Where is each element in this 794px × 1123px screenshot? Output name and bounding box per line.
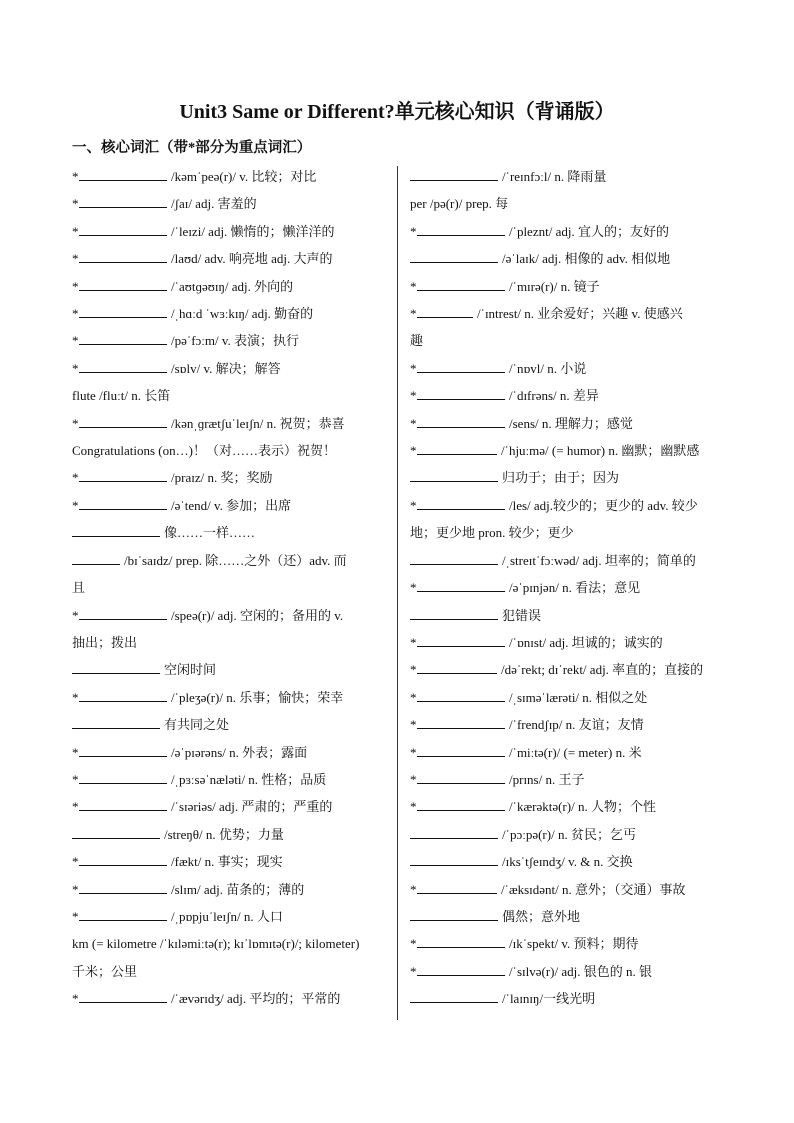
key-vocab-star: * xyxy=(72,223,79,239)
vocab-definition: /slɪm/ adj. 苗条的；薄的 xyxy=(171,881,305,897)
vocab-definition: per /pə(r)/ prep. 每 xyxy=(410,196,509,212)
fill-in-blank xyxy=(79,166,167,181)
key-vocab-star: * xyxy=(72,799,79,815)
vocab-definition: /ˌpɒpjuˈleɪʃn/ n. 人口 xyxy=(171,908,283,924)
fill-in-blank xyxy=(417,440,497,455)
vocab-definition: 偶然；意外地 xyxy=(502,908,581,924)
key-vocab-star: * xyxy=(72,607,79,623)
vocab-entry xyxy=(72,218,388,245)
vocab-entry xyxy=(410,245,724,272)
fill-in-blank xyxy=(417,961,505,976)
vocab-definition: /ˌstreɪtˈfɔːwəd/ adj. 坦率的；简单的 xyxy=(502,552,696,568)
vocab-entry xyxy=(72,903,388,930)
vocab-entry xyxy=(72,602,388,629)
vocab-entry xyxy=(72,821,388,848)
key-vocab-star: * xyxy=(410,963,417,979)
key-vocab-star: * xyxy=(72,854,79,870)
key-vocab-star: * xyxy=(410,689,417,705)
key-vocab-star: * xyxy=(72,196,79,212)
fill-in-blank xyxy=(410,851,498,866)
fill-in-blank xyxy=(72,714,160,729)
key-vocab-star: * xyxy=(72,744,79,760)
vocab-definition: /les/ adj.较少的；更少的 adv. 较少 xyxy=(509,497,698,513)
key-vocab-star: * xyxy=(72,881,79,897)
page-title: Unit3 Same or Different?单元核心知识（背诵版） xyxy=(179,101,615,123)
vocab-entry xyxy=(72,327,388,354)
vocab-entry xyxy=(410,711,724,738)
vocab-definition: /ˈæksɪdənt/ n. 意外；（交通）事故 xyxy=(501,881,686,897)
vocab-entry xyxy=(72,437,388,464)
fill-in-blank xyxy=(79,193,167,208)
vocab-entry xyxy=(72,382,388,409)
vocab-entry xyxy=(72,273,388,300)
vocab-entry xyxy=(410,574,724,601)
vocab-entry xyxy=(410,684,724,711)
vocab-definition: 抽出；拨出 xyxy=(72,634,138,650)
vocab-definition: /ˈaʊtɡəʊɪŋ/ adj. 外向的 xyxy=(171,278,294,294)
vocab-entry xyxy=(72,930,388,957)
fill-in-blank xyxy=(417,495,505,510)
vocab-definition: /fækt/ n. 事实；现实 xyxy=(171,854,283,870)
fill-in-blank xyxy=(417,687,505,702)
key-vocab-star: * xyxy=(410,580,417,596)
section-heading: 一、核心词汇（带*部分为重点词汇） xyxy=(72,140,312,156)
vocab-entry xyxy=(72,300,388,327)
vocab-definition: 归功于；由于；因为 xyxy=(502,470,620,486)
fill-in-blank xyxy=(417,796,505,811)
key-vocab-star: * xyxy=(410,306,417,322)
fill-in-blank xyxy=(417,769,505,784)
fill-in-blank xyxy=(410,988,498,1003)
vocab-entry xyxy=(72,355,388,382)
vocab-definition: /prɪns/ n. 王子 xyxy=(509,771,585,787)
key-vocab-star: * xyxy=(72,470,79,486)
key-vocab-star: * xyxy=(410,443,417,459)
vocab-entry xyxy=(410,190,724,217)
vocab-entry xyxy=(72,464,388,491)
vocab-entry xyxy=(410,327,724,354)
fill-in-blank xyxy=(79,879,167,894)
fill-in-blank xyxy=(410,605,498,620)
vocab-column-right xyxy=(410,163,724,1013)
fill-in-blank xyxy=(417,879,497,894)
vocab-definition: /kənˌɡrætʃuˈleɪʃn/ n. 祝贺；恭喜 xyxy=(171,415,345,431)
fill-in-blank xyxy=(79,988,167,1003)
vocab-entry xyxy=(410,218,724,245)
key-vocab-star: * xyxy=(410,881,417,897)
vocab-definition: /ˈdɪfrəns/ n. 差异 xyxy=(509,388,599,404)
key-vocab-star: * xyxy=(410,360,417,376)
vocab-definition: /ˈleɪzi/ adj. 懒惰的；懒洋洋的 xyxy=(171,223,335,239)
vocab-entry xyxy=(72,629,388,656)
fill-in-blank xyxy=(410,166,498,181)
key-vocab-star: * xyxy=(72,771,79,787)
key-vocab-star: * xyxy=(72,360,79,376)
vocab-definition: /laʊd/ adv. 响亮地 adj. 大声的 xyxy=(171,251,333,267)
fill-in-blank xyxy=(417,358,505,373)
fill-in-blank xyxy=(417,221,505,236)
key-vocab-star: * xyxy=(410,717,417,733)
vocab-definition: /ˌsɪməˈlærəti/ n. 相似之处 xyxy=(509,689,648,705)
vocab-entry xyxy=(410,656,724,683)
key-vocab-star: * xyxy=(72,278,79,294)
vocab-definition: /ˈpleznt/ adj. 宜人的；友好的 xyxy=(509,223,669,239)
fill-in-blank xyxy=(417,714,505,729)
key-vocab-star: * xyxy=(410,744,417,760)
key-vocab-star: * xyxy=(410,936,417,952)
vocab-definition: /ˈsɪlvə(r)/ adj. 银色的 n. 银 xyxy=(509,963,652,979)
vocab-entry xyxy=(72,985,388,1012)
vocab-entry xyxy=(410,410,724,437)
vocab-definition: /ˈhjuːmə/ (= humor) n. 幽默；幽默感 xyxy=(501,443,700,459)
vocab-definition: 千米；公里 xyxy=(72,963,138,979)
vocab-definition: /ˈɪntrest/ n. 业余爱好；兴趣 v. 使感兴 xyxy=(477,306,683,322)
fill-in-blank xyxy=(417,577,505,592)
vocab-definition: /əˈpɪnjən/ n. 看法；意见 xyxy=(509,580,641,596)
fill-in-blank xyxy=(410,906,498,921)
vocab-entry xyxy=(72,190,388,217)
key-vocab-star: * xyxy=(72,306,79,322)
fill-in-blank xyxy=(79,742,167,757)
vocab-entry xyxy=(410,437,724,464)
vocab-entry xyxy=(72,876,388,903)
vocab-definition: /ʃaɪ/ adj. 害羞的 xyxy=(171,196,257,212)
fill-in-blank xyxy=(417,303,473,318)
vocab-entry xyxy=(410,739,724,766)
vocab-definition: 像……一样…… xyxy=(164,525,256,541)
fill-in-blank xyxy=(417,933,505,948)
vocab-definition: /əˈpɪərəns/ n. 外表；露面 xyxy=(171,744,308,760)
vocab-entry xyxy=(72,547,388,574)
fill-in-blank xyxy=(79,248,167,263)
vocab-definition: /ˈsɪəriəs/ adj. 严肃的；严重的 xyxy=(171,799,333,815)
fill-in-blank xyxy=(79,605,167,620)
key-vocab-star: * xyxy=(410,415,417,431)
key-vocab-star: * xyxy=(72,169,79,184)
vocab-definition: /ˈfrendʃɪp/ n. 友谊；友情 xyxy=(509,717,644,733)
key-vocab-star: * xyxy=(410,278,417,294)
vocab-definition: /ˈævərɪdʒ/ adj. 平均的；平常的 xyxy=(171,991,341,1007)
vocab-definition: /sɒlv/ v. 解决；解答 xyxy=(171,360,281,376)
vocab-entry xyxy=(410,985,724,1012)
key-vocab-star: * xyxy=(72,415,79,431)
key-vocab-star: * xyxy=(72,497,79,513)
vocab-definition: /streŋθ/ n. 优势；力量 xyxy=(164,826,284,842)
vocab-definition: /bɪˈsaɪdz/ prep. 除……之外（还）adv. 而 xyxy=(124,552,347,568)
fill-in-blank xyxy=(79,303,167,318)
key-vocab-star: * xyxy=(410,497,417,513)
vocab-entry xyxy=(72,766,388,793)
key-vocab-star: * xyxy=(410,662,417,678)
vocab-entry xyxy=(410,930,724,957)
vocab-entry xyxy=(410,821,724,848)
vocab-entry xyxy=(410,602,724,629)
vocab-entry xyxy=(72,848,388,875)
vocab-definition: /ɪkˈspekt/ v. 预料；期待 xyxy=(509,936,639,952)
fill-in-blank xyxy=(79,358,167,373)
vocab-entry xyxy=(72,739,388,766)
key-vocab-star: * xyxy=(72,991,79,1007)
vocab-entry xyxy=(410,876,724,903)
fill-in-blank xyxy=(79,796,167,811)
fill-in-blank xyxy=(72,550,120,565)
vocab-definition: /ˈreɪnfɔːl/ n. 降雨量 xyxy=(502,169,607,184)
vocab-entry xyxy=(410,300,724,327)
vocab-definition: /əˈtend/ v. 参加；出席 xyxy=(171,497,292,513)
key-vocab-star: * xyxy=(410,388,417,404)
vocab-entry xyxy=(410,163,724,190)
vocab-column-left xyxy=(72,163,388,1013)
vocab-entry xyxy=(72,519,388,546)
key-vocab-star: * xyxy=(72,689,79,705)
vocab-entry xyxy=(72,245,388,272)
vocab-definition: 地；更少地 pron. 较少；更少 xyxy=(410,525,574,541)
vocab-definition: /ˈpɔːpə(r)/ n. 贫民；乞丐 xyxy=(502,826,636,842)
vocab-definition: /ˈnɒvl/ n. 小说 xyxy=(509,360,587,376)
vocab-definition: /praɪz/ n. 奖；奖励 xyxy=(171,470,273,486)
vocab-definition: /ˌpɜːsəˈnæləti/ n. 性格；品质 xyxy=(171,771,327,787)
vocab-entry xyxy=(410,464,724,491)
fill-in-blank xyxy=(417,385,505,400)
fill-in-blank xyxy=(72,659,160,674)
vocab-entry xyxy=(72,958,388,985)
fill-in-blank xyxy=(72,824,160,839)
fill-in-blank xyxy=(410,467,498,482)
fill-in-blank xyxy=(79,687,167,702)
vocab-entry xyxy=(410,903,724,930)
vocab-definition: 且 xyxy=(72,580,86,596)
fill-in-blank xyxy=(410,550,498,565)
fill-in-blank xyxy=(410,248,498,263)
vocab-definition: Congratulations (on…)！（对……表示）祝贺！ xyxy=(72,443,336,459)
vocab-definition: /ˌhɑːd ˈwɜːkɪŋ/ adj. 勤奋的 xyxy=(171,306,314,322)
vocab-entry xyxy=(72,574,388,601)
vocab-definition: /əˈlaɪk/ adj. 相像的 adv. 相似地 xyxy=(502,251,671,267)
fill-in-blank xyxy=(417,276,505,291)
vocab-entry xyxy=(72,684,388,711)
vocab-definition: /dəˈrekt; dɪˈrekt/ adj. 率直的；直接的 xyxy=(501,662,704,678)
vocab-definition: /kəmˈpeə(r)/ v. 比较；对比 xyxy=(171,169,317,184)
key-vocab-star: * xyxy=(72,333,79,349)
fill-in-blank xyxy=(79,221,167,236)
vocab-definition: flute /fluːt/ n. 长笛 xyxy=(72,388,171,404)
vocab-definition: /ˈɒnɪst/ adj. 坦诚的；诚实的 xyxy=(509,634,663,650)
vocab-entry xyxy=(72,656,388,683)
fill-in-blank xyxy=(79,330,167,345)
key-vocab-star: * xyxy=(410,799,417,815)
fill-in-blank xyxy=(79,276,167,291)
vocab-definition: /ˈpleʒə(r)/ n. 乐事；愉快；荣幸 xyxy=(171,689,344,705)
fill-in-blank xyxy=(79,467,167,482)
vocab-definition: /pəˈfɔːm/ v. 表演；执行 xyxy=(171,333,300,349)
vocab-entry xyxy=(410,848,724,875)
vocab-entry xyxy=(72,711,388,738)
fill-in-blank xyxy=(410,824,498,839)
vocab-entry xyxy=(410,519,724,546)
key-vocab-star: * xyxy=(410,223,417,239)
key-vocab-star: * xyxy=(72,251,79,267)
vocab-entry xyxy=(410,629,724,656)
vocab-definition: 趣 xyxy=(410,333,424,349)
vocab-entry xyxy=(410,766,724,793)
vocab-entry xyxy=(410,382,724,409)
fill-in-blank xyxy=(79,495,167,510)
fill-in-blank xyxy=(79,769,167,784)
vocab-definition: /sens/ n. 理解力；感觉 xyxy=(509,415,633,431)
vocab-definition: 有共同之处 xyxy=(164,717,230,733)
vocab-definition: km (= kilometre /ˈkɪləmiːtə(r); kɪˈlɒmɪtə(r)/; kilometer) xyxy=(72,936,360,952)
fill-in-blank xyxy=(417,413,505,428)
vocab-definition: /ɪksˈtʃeɪndʒ/ v. & n. 交换 xyxy=(502,854,633,870)
vocab-entry xyxy=(410,793,724,820)
key-vocab-star: * xyxy=(410,771,417,787)
key-vocab-star: * xyxy=(410,634,417,650)
vocab-entry xyxy=(410,492,724,519)
vocab-entry xyxy=(72,410,388,437)
vocab-entry xyxy=(410,547,724,574)
fill-in-blank xyxy=(417,742,505,757)
vocab-entry xyxy=(410,355,724,382)
vocab-entry xyxy=(410,958,724,985)
fill-in-blank xyxy=(417,632,505,647)
vocab-entry xyxy=(72,163,388,190)
vocab-definition: /speə(r)/ adj. 空闲的；备用的 v. xyxy=(171,607,344,623)
fill-in-blank xyxy=(79,413,167,428)
fill-in-blank xyxy=(72,522,160,537)
fill-in-blank xyxy=(79,851,167,866)
vocab-entry xyxy=(410,273,724,300)
fill-in-blank xyxy=(79,906,167,921)
key-vocab-star: * xyxy=(72,908,79,924)
vocab-definition: /ˈmɪrə(r)/ n. 镜子 xyxy=(509,278,600,294)
vocab-definition: /ˈkærəktə(r)/ n. 人物；个性 xyxy=(509,799,656,815)
vocab-entry xyxy=(72,492,388,519)
vocab-entry xyxy=(72,793,388,820)
vocab-definition: 犯错误 xyxy=(502,607,542,623)
vocab-definition: /ˈmiːtə(r)/ (= meter) n. 米 xyxy=(509,744,642,760)
column-divider xyxy=(397,166,398,1020)
vocab-definition: /ˈlaɪnɪŋ/一线光明 xyxy=(502,991,596,1007)
fill-in-blank xyxy=(417,659,497,674)
vocab-definition: 空闲时间 xyxy=(164,662,217,678)
